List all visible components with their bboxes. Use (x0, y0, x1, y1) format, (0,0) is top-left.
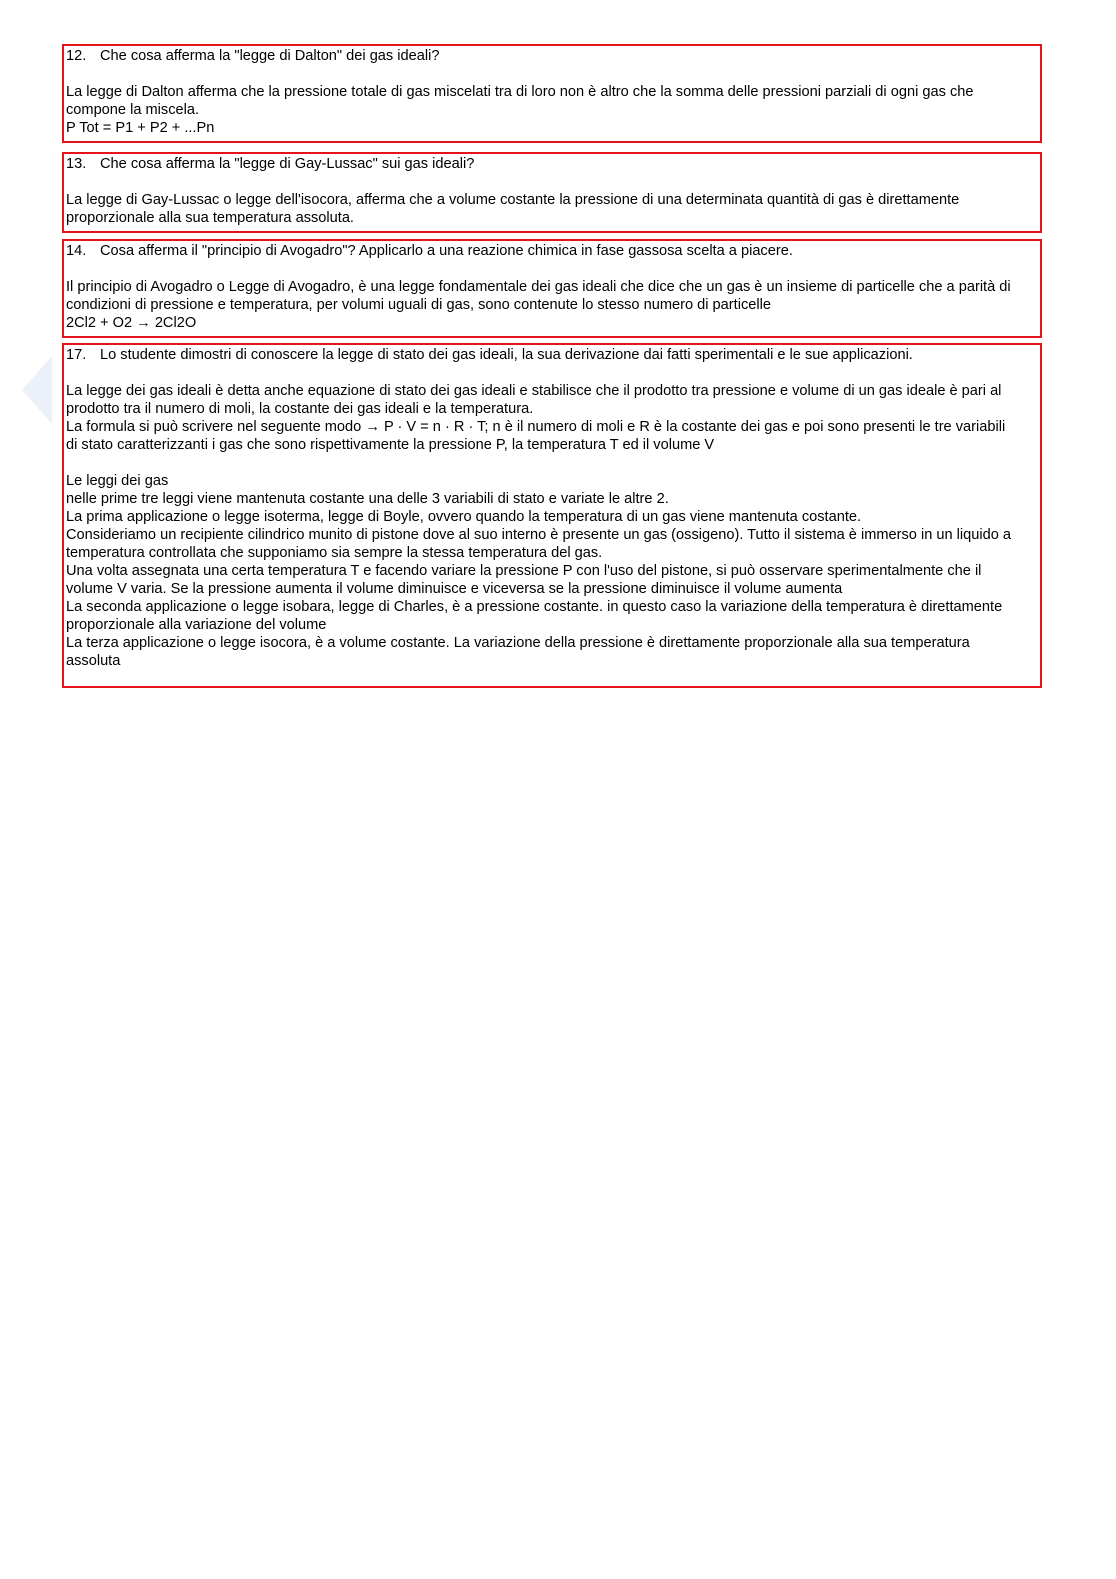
answer-line: P Tot = P1 + P2 + ...Pn (66, 120, 215, 136)
answer-line: Il principio di Avogadro o Legge di Avogadro, è una legge fondamentale dei gas ideali che dice che un gas è un insieme di particelle che a parità di (66, 279, 1011, 295)
question-number: 12. (66, 48, 87, 64)
question-number: 14. (66, 243, 87, 259)
qa-list (62, 44, 1042, 697)
paragraph-gap (66, 454, 1037, 472)
question-number: 13. (66, 156, 87, 172)
question-13 (66, 155, 1037, 173)
question-number: 17. (66, 347, 87, 363)
answer-line: proporzionale alla variazione del volume (66, 617, 327, 633)
question-14 (66, 242, 1037, 260)
answer-line: La legge di Dalton afferma che la pressione totale di gas miscelati tra di loro non è altro che la somma delle pressioni parziali di ogni gas che (66, 84, 974, 100)
answer-line: nelle prime tre leggi viene mantenuta costante una delle 3 variabili di stato e variate le altre 2. (66, 491, 669, 507)
answer-line: La formula si può scrivere nel seguente modo → P · V = n · R · T; n è il numero di moli e R è la costante dei gas e poi sono presenti le tre variabili (66, 419, 1006, 435)
qa-box-17 (62, 343, 1042, 688)
answer-line: La legge dei gas ideali è detta anche equazione di stato dei gas ideali e stabilisce che il prodotto tra pressione e volume di un gas ideale è pari al (66, 383, 1002, 399)
answer-line: Le leggi dei gas (66, 473, 169, 489)
answer-line: Una volta assegnata una certa temperatura T e facendo variare la pressione P con l'uso del pistone, si può osservare sperimentalmente che il (66, 563, 982, 579)
answer-line: Consideriamo un recipiente cilindrico munito di pistone dove al suo interno è presente un gas (ossigeno). Tutto il sistema è immerso in un liquido a (66, 527, 1012, 543)
answer-12 (66, 83, 1037, 137)
answer-line: condizioni di pressione e temperatura, per volumi uguali di gas, sono contenute lo stesso numero di particelle (66, 297, 771, 313)
answer-line: La legge di Gay-Lussac o legge dell'isocora, afferma che a volume costante la pressione di una determinata quantità di gas è direttamente (66, 192, 960, 208)
question-17 (66, 346, 1037, 364)
question-12 (66, 47, 1037, 65)
question-text: Che cosa afferma la "legge di Dalton" dei gas ideali? (100, 48, 440, 64)
answer-line: proporzionale alla sua temperatura assoluta. (66, 210, 354, 226)
answer-line: assoluta (66, 653, 121, 669)
answer-line: prodotto tra il numero di moli, la costante dei gas ideali e la temperatura. (66, 401, 534, 417)
answer-14 (66, 278, 1037, 332)
answer-line: compone la miscela. (66, 102, 200, 118)
answer-line: temperatura controllata che supponiamo sia sempre la stessa temperatura del gas. (66, 545, 603, 561)
question-text: Che cosa afferma la "legge di Gay-Lussac" sui gas ideali? (100, 156, 475, 172)
answer-13 (66, 191, 1037, 227)
question-text: Lo studente dimostri di conoscere la legge di stato dei gas ideali, la sua derivazione dai fatti sperimentali e le sue applicazioni. (100, 347, 913, 363)
answer-line: di stato caratterizzanti i gas che sono rispettivamente la pressione P, la temperatura T ed il volume V (66, 437, 715, 453)
answer-line: La terza applicazione o legge isocora, è a volume costante. La variazione della pressione è direttamente proporzionale alla sua temperatura (66, 635, 970, 651)
answer-line: 2Cl2 + O2 → 2Cl2O (66, 315, 197, 331)
answer-line: volume V varia. Se la pressione aumenta il volume diminuisce e viceversa se la pressione diminuisce il volume aumenta (66, 581, 843, 597)
question-text: Cosa afferma il "principio di Avogadro"? Applicarlo a una reazione chimica in fase gassosa scelta a piacere. (100, 243, 793, 259)
answer-17 (66, 382, 1037, 670)
answer-line: La prima applicazione o legge isoterma, legge di Boyle, ovvero quando la temperatura di un gas viene mantenuta costante. (66, 509, 862, 525)
qa-box-14 (62, 239, 1042, 338)
qa-box-13 (62, 152, 1042, 233)
watermark-arrow (22, 356, 52, 424)
qa-box-12 (62, 44, 1042, 143)
answer-line: La seconda applicazione o legge isobara, legge di Charles, è a pressione costante. in questo caso la variazione della temperatura è direttamente (66, 599, 1003, 615)
